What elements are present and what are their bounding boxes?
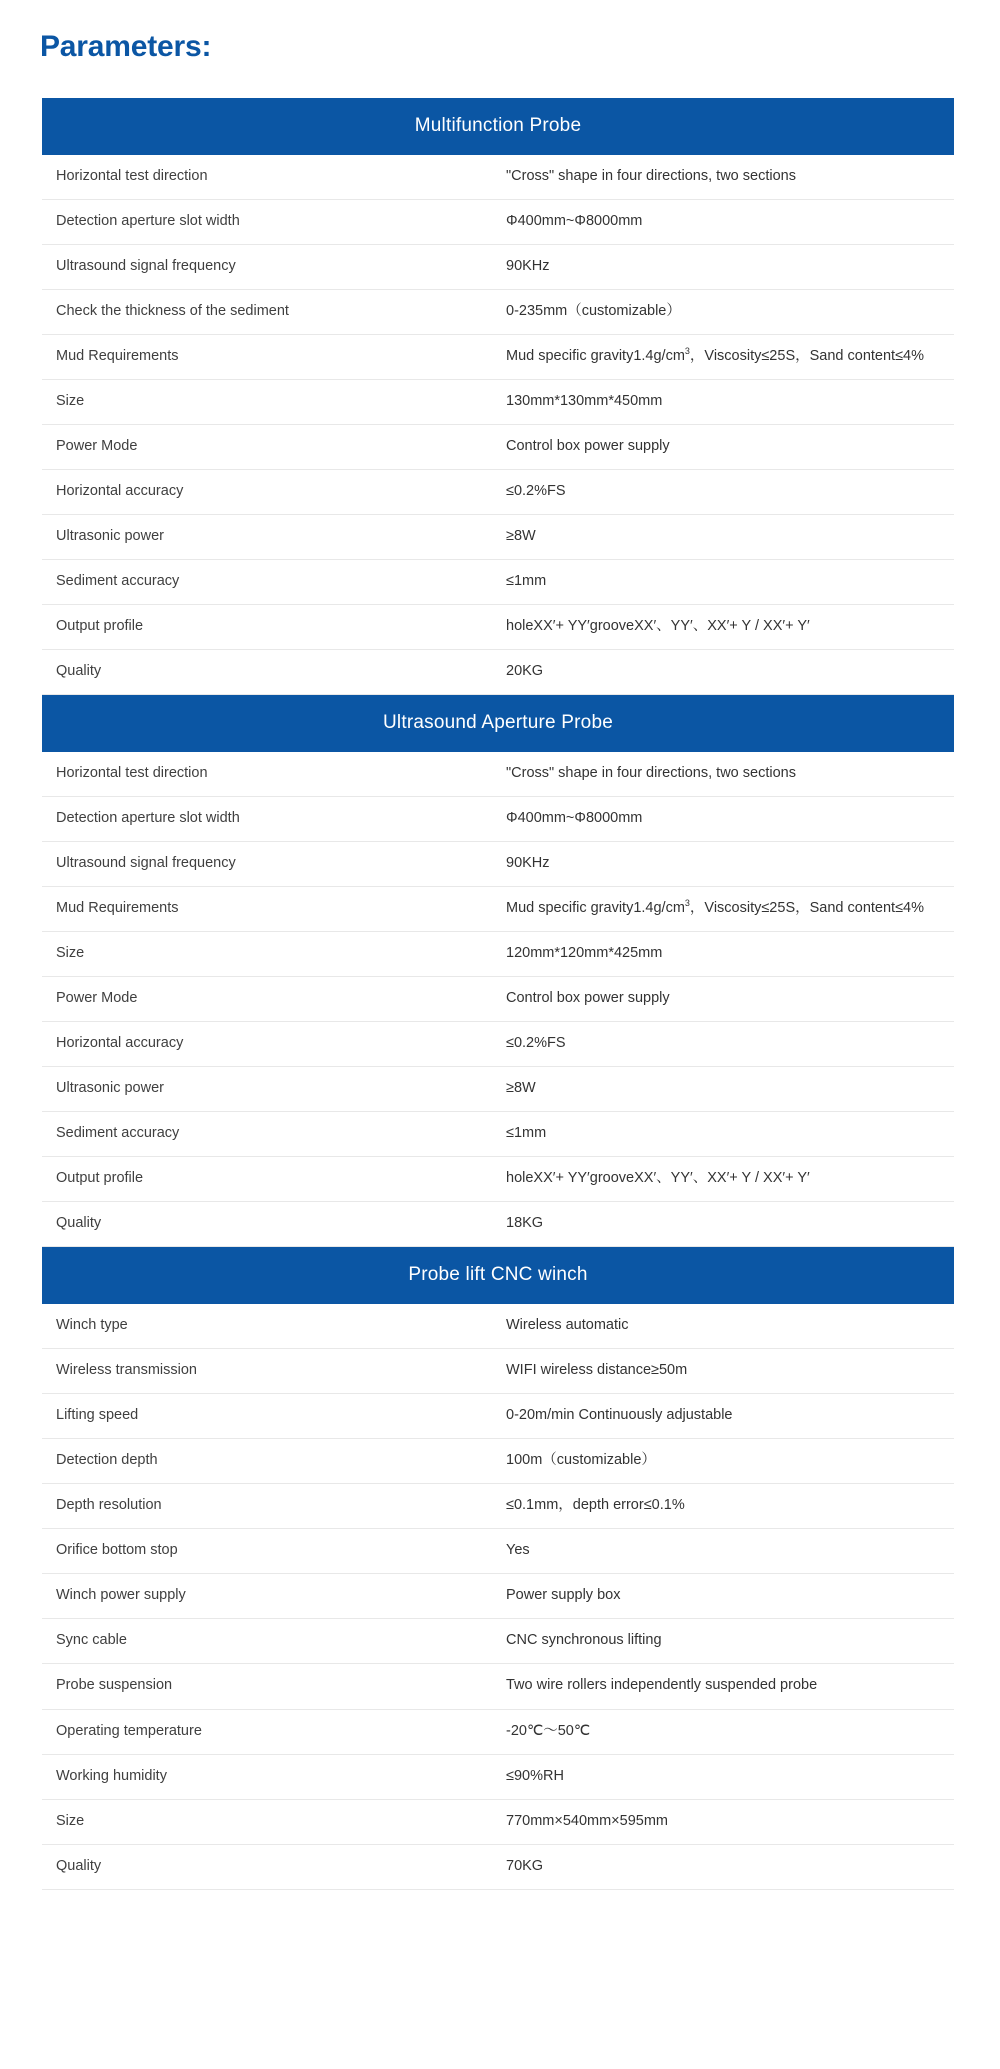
table-row bbox=[42, 515, 954, 560]
spec-label: Winch type bbox=[56, 1317, 128, 1334]
table-row bbox=[42, 425, 954, 470]
spec-label: Ultrasonic power bbox=[56, 528, 164, 545]
spec-table bbox=[42, 98, 954, 695]
spec-value: 0-20m/min Continuously adjustable bbox=[506, 1407, 733, 1424]
spec-label: Winch power supply bbox=[56, 1587, 186, 1604]
table-row bbox=[42, 155, 954, 200]
table-row bbox=[42, 560, 954, 605]
table-row bbox=[42, 1844, 954, 1889]
spec-label: Ultrasound signal frequency bbox=[56, 258, 236, 275]
table-row bbox=[42, 1304, 954, 1349]
spec-value: "Cross" shape in four directions, two sections bbox=[506, 765, 796, 782]
spec-label: Output profile bbox=[56, 618, 144, 635]
table-row bbox=[42, 1439, 954, 1484]
table-row bbox=[42, 1349, 954, 1394]
table-row bbox=[42, 1529, 954, 1574]
spec-table bbox=[42, 1247, 954, 1889]
spec-value: -20℃～50℃ bbox=[506, 1722, 591, 1739]
table-row bbox=[42, 200, 954, 245]
spec-label: Probe suspension bbox=[56, 1677, 173, 1694]
spec-label: Quality bbox=[56, 1857, 102, 1874]
table-row bbox=[42, 1202, 954, 1247]
spec-value: ≤90%RH bbox=[506, 1767, 564, 1784]
spec-value: ≤0.2%FS bbox=[506, 1035, 566, 1052]
spec-label: Size bbox=[56, 1812, 85, 1829]
spec-value: WIFI wireless distance≥50m bbox=[506, 1362, 688, 1379]
table-header-row bbox=[42, 695, 954, 752]
spec-value: 130mm*130mm*450mm bbox=[506, 393, 663, 410]
table-row bbox=[42, 752, 954, 797]
table-header-row bbox=[42, 98, 954, 155]
spec-label: Detection depth bbox=[56, 1452, 158, 1469]
spec-value: Mud specific $gravity1.4g/cm^3$，Viscosity≤25S，Sand content≤4% bbox=[506, 346, 924, 365]
table-row bbox=[42, 1709, 954, 1754]
spec-label: Horizontal accuracy bbox=[56, 1035, 184, 1052]
table-header-title: Probe lift CNC winch bbox=[408, 1264, 588, 1286]
table-header-title: Ultrasound Aperture Probe bbox=[383, 712, 613, 734]
spec-value: Power supply box bbox=[506, 1587, 621, 1604]
table-row bbox=[42, 1664, 954, 1709]
table-row bbox=[42, 1022, 954, 1067]
spec-value: ≤0.2%FS bbox=[506, 483, 566, 500]
table-row bbox=[42, 1484, 954, 1529]
spec-label: Horizontal accuracy bbox=[56, 483, 184, 500]
spec-value: ≤1mm bbox=[506, 1125, 547, 1142]
spec-value: 120mm*120mm*425mm bbox=[506, 945, 663, 962]
table-row bbox=[42, 1157, 954, 1202]
table-row bbox=[42, 932, 954, 977]
spec-value: Φ400mm~Φ8000mm bbox=[506, 810, 643, 827]
table-header-row bbox=[42, 1247, 954, 1304]
table-row bbox=[42, 797, 954, 842]
spec-value: ≥8W bbox=[506, 1080, 536, 1097]
spec-value: Control box power supply bbox=[506, 990, 670, 1007]
table-row bbox=[42, 470, 954, 515]
table-row bbox=[42, 1112, 954, 1157]
table-row bbox=[42, 1394, 954, 1439]
spec-table-block bbox=[42, 98, 965, 695]
spec-value: CNC synchronous lifting bbox=[506, 1632, 662, 1649]
spec-value: Φ400mm~Φ8000mm bbox=[506, 213, 643, 230]
spec-label: Wireless transmission bbox=[56, 1362, 197, 1379]
spec-label: Check the thickness of the sediment bbox=[56, 303, 289, 320]
spec-label: Size bbox=[56, 393, 85, 410]
spec-label: Operating temperature bbox=[56, 1722, 202, 1739]
table-row bbox=[42, 887, 954, 932]
spec-label: Depth resolution bbox=[56, 1497, 162, 1514]
table-row bbox=[42, 380, 954, 425]
spec-label: Power Mode bbox=[56, 990, 138, 1007]
spec-value: ≤0.1mm，depth error≤0.1% bbox=[506, 1497, 685, 1514]
spec-value: 20KG bbox=[506, 663, 544, 680]
spec-value: 90KHz bbox=[506, 855, 550, 872]
table-row bbox=[42, 650, 954, 695]
spec-label: Sync cable bbox=[56, 1632, 127, 1649]
spec-table-block bbox=[42, 1247, 965, 1889]
spec-value: 0-235mm（customizable） bbox=[506, 303, 681, 320]
spec-label: Horizontal test direction bbox=[56, 168, 208, 184]
table-row bbox=[42, 1067, 954, 1112]
spec-label: Quality bbox=[56, 663, 102, 680]
table-row bbox=[42, 1574, 954, 1619]
spec-label: Mud Requirements bbox=[56, 348, 179, 365]
spec-label: Lifting speed bbox=[56, 1407, 139, 1424]
spec-value: holeXX′+ YY′grooveXX′、YY′、XX′+ Y / XX′+ Y′ bbox=[506, 1170, 810, 1187]
spec-label: Ultrasonic power bbox=[56, 1080, 164, 1097]
table-header-title: Multifunction Probe bbox=[414, 115, 582, 136]
table-row bbox=[42, 605, 954, 650]
spec-value: "Cross" shape in four directions, two sections bbox=[506, 168, 796, 184]
spec-value: Two wire rollers independently suspended probe bbox=[506, 1677, 818, 1694]
table-row bbox=[42, 1799, 954, 1844]
table-row bbox=[42, 1619, 954, 1664]
spec-label: Power Mode bbox=[56, 438, 138, 455]
spec-value: Wireless automatic bbox=[506, 1317, 629, 1334]
spec-value: 770mm×540mm×595mm bbox=[506, 1812, 668, 1829]
spec-value: Control box power supply bbox=[506, 438, 670, 455]
spec-table bbox=[42, 695, 954, 1247]
spec-table-block bbox=[42, 695, 965, 1247]
spec-label: Sediment accuracy bbox=[56, 1125, 180, 1142]
spec-label: Quality bbox=[56, 1215, 102, 1232]
table-row bbox=[42, 977, 954, 1022]
spec-label: Output profile bbox=[56, 1170, 144, 1187]
spec-label: Detection aperture slot width bbox=[56, 810, 240, 827]
spec-value: 18KG bbox=[506, 1215, 544, 1232]
spec-label: Ultrasound signal frequency bbox=[56, 855, 236, 872]
spec-value: Mud specific $gravity1.4g/cm^3$，Viscosity≤25S，Sand content≤4% bbox=[506, 898, 924, 917]
spec-label: Mud Requirements bbox=[56, 900, 179, 917]
table-row bbox=[42, 290, 954, 335]
spec-value: ≤1mm bbox=[506, 573, 547, 590]
table-row bbox=[42, 842, 954, 887]
table-row bbox=[42, 335, 954, 380]
spec-value: Yes bbox=[506, 1542, 530, 1559]
spec-label: Sediment accuracy bbox=[56, 573, 180, 590]
page-title: Parameters: bbox=[40, 30, 212, 63]
table-row bbox=[42, 1754, 954, 1799]
specification-tables bbox=[0, 98, 1000, 1890]
spec-value: 90KHz bbox=[506, 258, 550, 275]
spec-value: 70KG bbox=[506, 1857, 544, 1874]
spec-label: Orifice bottom stop bbox=[56, 1542, 178, 1559]
spec-label: Detection aperture slot width bbox=[56, 213, 240, 230]
spec-label: Horizontal test direction bbox=[56, 765, 208, 782]
spec-value: 100m（customizable） bbox=[506, 1452, 656, 1469]
spec-label: Size bbox=[56, 945, 85, 962]
table-row bbox=[42, 245, 954, 290]
spec-value: ≥8W bbox=[506, 528, 536, 545]
spec-label: Working humidity bbox=[56, 1767, 167, 1784]
spec-value: holeXX′+ YY′grooveXX′、YY′、XX′+ Y / XX′+ Y′ bbox=[506, 618, 810, 635]
